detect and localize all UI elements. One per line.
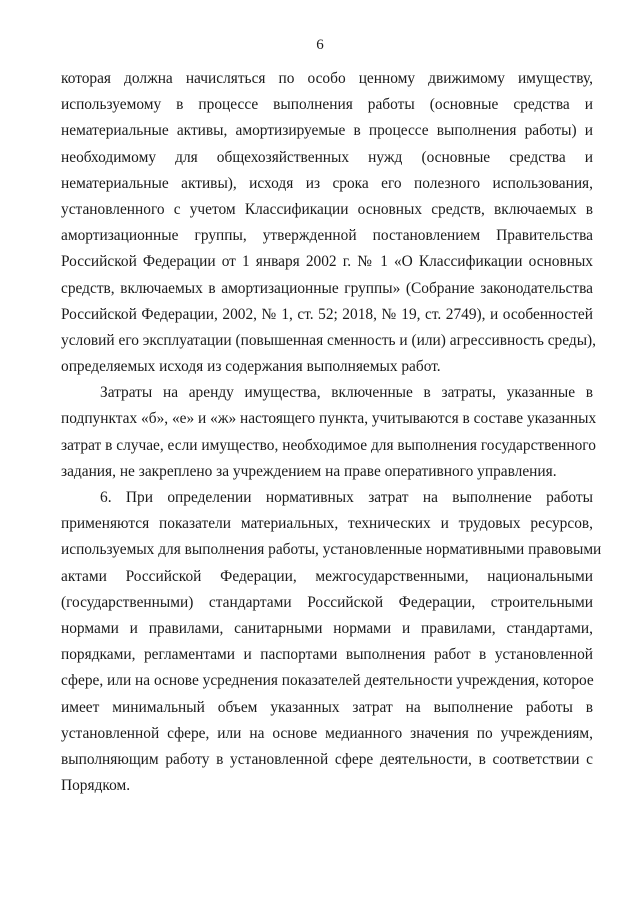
text-line: выполняющим работу в установленной сфере деятельности, в соответствии с xyxy=(61,750,593,768)
text-line: нематериальные активы), исходя из срока его полезного использования, xyxy=(61,174,593,192)
text-line: нематериальные активы, амортизируемые в процессе выполнения работы) и xyxy=(61,122,593,140)
text-line: задания, не закреплено за учреждением на праве оперативного управления. xyxy=(61,462,557,480)
paragraph xyxy=(61,66,597,380)
text-line: Порядком. xyxy=(61,777,131,795)
text-line: 6. При определении нормативных затрат на выполнение работы xyxy=(100,489,593,506)
text-line: сфере, или на основе усреднения показателей деятельности учреждения, которое xyxy=(61,672,594,690)
text-line: используемому в процессе выполнения работы (основные средства и xyxy=(61,96,593,114)
text-line: Затраты на аренду имущества, включенные в затраты, указанные в xyxy=(100,384,593,402)
text-line: Российской Федерации от 1 января 2002 г. № 1 «О Классификации основных xyxy=(61,253,593,271)
text-line: затрат в случае, если имущество, необходимое для выполнения государственного xyxy=(61,436,596,454)
document-body xyxy=(61,66,602,799)
text-line: которая должна начисляться по особо ценному движимому имуществу, xyxy=(61,70,593,87)
page-number: 6 xyxy=(316,37,324,53)
text-line: применяются показатели материальных, технических и трудовых ресурсов, xyxy=(61,515,593,533)
text-line: нормами и правилами, санитарными нормами и правилами, стандартами, xyxy=(61,619,593,637)
text-line: актами Российской Федерации, межгосударственными, национальными xyxy=(61,567,593,585)
text-line: установленной сфере, или на основе медианного значения по учреждениям, xyxy=(61,724,593,742)
text-line: используемых для выполнения работы, установленные нормативными правовыми xyxy=(61,541,602,559)
text-line: подпунктах «б», «е» и «ж» настоящего пункта, учитываются в составе указанных xyxy=(61,410,597,428)
text-line: установленного с учетом Классификации основных средств, включаемых в xyxy=(61,200,593,218)
text-line: средств, включаемых в амортизационные группы» (Собрание законодательства xyxy=(61,279,593,297)
text-line: имеет минимальный объем указанных затрат на выполнение работы в xyxy=(61,698,593,716)
text-line: Российской Федерации, 2002, № 1, ст. 52; 2018, № 19, ст. 2749), и особенностей xyxy=(61,305,593,323)
text-line: амортизационные группы, утвержденной постановлением Правительства xyxy=(61,227,593,245)
text-line: (государственными) стандартами Российской Федерации, строительными xyxy=(61,593,593,611)
text-line: условий его эксплуатации (повышенная сменность и (или) агрессивность среды), xyxy=(61,331,597,349)
paragraph xyxy=(61,380,597,485)
text-line: порядками, регламентами и паспортами выполнения работ в установленной xyxy=(61,646,593,664)
text-line: необходимому для общехозяйственных нужд (основные средства и xyxy=(61,148,593,166)
paragraph xyxy=(61,485,602,799)
text-line: определяемых исходя из содержания выполняемых работ. xyxy=(61,358,441,376)
